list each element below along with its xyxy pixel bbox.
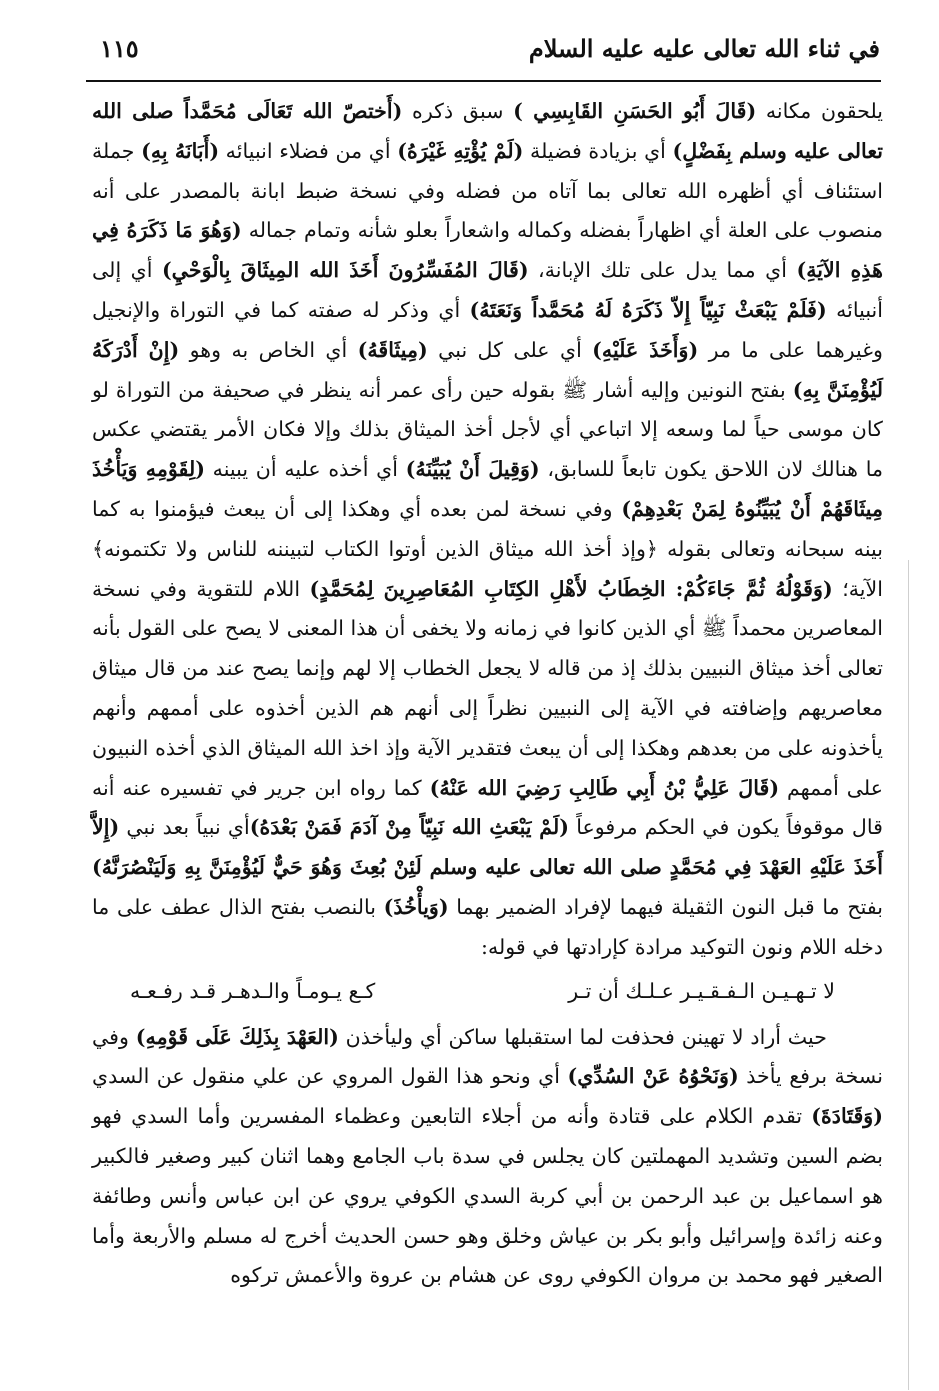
quoted-matn-bold: (وَيأْخُذَ) [383, 894, 449, 919]
text-run: أي مما يدل على تلك الإبانة، [528, 258, 797, 283]
quoted-matn-bold: (وَقَتَادَةَ) [811, 1104, 883, 1129]
body-text [92, 92, 883, 1296]
text-run: بفتح ما قبل النون الثقيلة فيهما لإفراد الضمير بهما [448, 894, 883, 919]
text-run: بالنصب بفتح الذال عطف على ما دخله اللام ونون التوكيد مرادة كإرادتها في قوله: [92, 894, 883, 959]
quoted-matn-bold: (قَالَ عَلِيُّ بْنُ أَبِي طَالِبِ رَضِيَ الله عَنْهُ) [429, 775, 780, 800]
text-run: وفي نسخة برفع يأخذ [92, 1024, 883, 1089]
quoted-matn-bold: (وَأَخَذَ عَلَيْهِ) [592, 337, 699, 362]
text-run: أي ونحو هذا القول المروي عن علي منقول عن السدي [92, 1064, 568, 1089]
text-run: بفتح النونين وإليه أشار ﷺ بقوله حين رأى عمر أنه ينظر في صحيفة من التوراة لو كان موسى حياً لما وسعه إلا اتباعي أي لأجل أخذ الميثاق بذلك وإلا فكان الأمر يقتضي عكس ما هنالك لان اللاحق يكون تابعاً للسابق، [92, 377, 884, 482]
text-run: أي من فضلاء انبيائه [219, 138, 398, 163]
quoted-matn-bold: (وَقِيلَ أَنْ يُبَيِّنَهُ) [405, 457, 540, 482]
quoted-matn-bold: (أَبَانَهُ بِهِ) [141, 138, 220, 163]
quoted-matn-bold: (إِنْ أَدْرَكَهُ لَيُؤْمِنَنَّ بِهِ) [92, 337, 883, 402]
quoted-matn-bold: (العَهْدَ بِذَلِكَ عَلَى قَوْمِهِ) [135, 1024, 339, 1049]
quoted-matn-bold: (لَمْ يَبْعَثِ الله نَبِيّاً مِنْ آدَمَ فَمَنْ بَعْدَهُ) [249, 815, 570, 840]
quoted-matn-bold: (أَختصّ الله تَعَالَى مُحَمَّداً صلى الله تعالى عليه وسلم بِفَضْلٍ) [92, 99, 883, 163]
text-run: أي الخاص به وهو [179, 337, 358, 362]
poetry-verse [92, 970, 883, 1012]
quoted-matn-bold: (إِلاَّ أَخَذَ عَلَيْهِ العَهْدَ فِي مُحَمَّدٍ صلى الله تعالى عليه وسلم لَئِنْ بُعِثَ وَهُوَ حَيٌّ لَيُؤْمِنَنَّ بِهِ وَلَيَنْصُرَنَّهُ) [92, 815, 883, 880]
text-run: تقدم الكلام على قتادة وأنه من أجلاء التابعين وعظماء المفسرين وأما السدي فهو بضم السين وتشديد المهملتين كان يجلس في سدة باب الجامع وهما اثنان كبير وصغير فالكبير هو اسماعيل بن عبد الرحمن بن أبي كربة السدي الكوفي يروي عن ابن عباس وأنس وطائفة وعنه زائدة وإسرائيل وأبو بكر بن عياش وخلق وهو حسن الحديث أخرج له مسلم والأربعة وأما الصغير فهو محمد بن مروان الكوفي روى عن هشام بن عروة والأعمش تركوه [92, 1104, 883, 1288]
verse-hemistich-first: لا تـهـيـن الـفـقـيـر عـلـك أن تـر [568, 978, 835, 1003]
verse-hemistich-second: كـع يـومـاً والـدهـر قـد رفـعـه [130, 978, 376, 1003]
text-run: أي نبياً بعد نبي [119, 815, 250, 840]
quoted-matn-bold: (مِيثَاقَهُ) [357, 337, 428, 362]
text-run: وفي نسخة لمن بعده أي وهكذا إلى أن يبعث فيؤمنوا به كما بينه سبحانه وتعالى بقوله ﴿وإذ أخذ الله ميثاق الذين أوتوا الكتاب لتبيننه للناس ولا تكتمونه﴾ الآية؛ [92, 496, 883, 601]
text-run: أي بزيادة فضيلة [523, 138, 673, 163]
quoted-matn-bold: (قَالَ أَبُو الحَسَنِ القَابِسِي ) [513, 99, 757, 123]
quoted-matn-bold: (فَلَمْ يَبْعَثْ نَبِيّاً إِلاّ ذَكَرَهُ لَهُ مُحَمَّداً وَنَعَتَهُ) [469, 297, 827, 322]
text-run: يلحقون مكانه [756, 99, 883, 123]
paragraph-commentary-2 [92, 1018, 883, 1297]
quoted-matn-bold: (وَهُوَ مَا ذَكَرَهُ فِي هَذِهِ الآيَةِ) [92, 218, 883, 283]
text-run: جملة استئناف أي أظهره الله تعالى بما آتاه من فضله وفي نسخة ضبط ابانة بالمصدر على أنه منصوب على العلة أي اظهاراً بفضله وكماله واشعاراً بعلو شأنه وتمام جماله [92, 138, 883, 243]
text-run: حيث أراد لا تهينن فحذفت لما استقبلها ساكن أي وليأخذن [338, 1024, 827, 1049]
text-run: أي على كل نبي [427, 337, 593, 362]
paragraph-commentary-1 [92, 92, 883, 968]
quoted-matn-bold: (وَقَوْلُهُ ثُمَّ جَاءَكُمْ: الخِطَابُ لأَهْلِ الكِتَابِ المُعَاصِرِينَ لِمُحَمَّدٍ) [309, 576, 833, 601]
text-run: كما رواه ابن جرير في تفسيره عنه أنه قال موقوفاً يكون في الحكم مرفوعاً [92, 775, 883, 840]
text-run: أي إلى أنبيائه [92, 258, 883, 322]
quoted-matn-bold: (لَمْ يُؤْتِهِ غَيْرَهُ) [397, 138, 524, 163]
quoted-matn-bold: (قَالَ المُفَسِّرُونَ أَخَذَ الله المِيثَاقَ بِالْوَحْيِ) [161, 258, 529, 283]
page-number: ١١٥ [100, 34, 139, 63]
page-header [100, 30, 880, 78]
text-run: أي وذكر له صفته كما في التوراة والإنجيل وغيرهما على ما مر [92, 297, 883, 362]
text-run: اللام للتقوية وفي نسخة المعاصرين محمداً ﷺ أي الذين كانوا في زمانه ولا يخفى أن هذا المعنى لا يصح على القول بأنه تعالى أخذ ميثاق النبيين بذلك إذ من قاله لا يجعل الخطاب إلا لهم وإنما يصح عند من قال ميثاق معاصريهم وإضافته في الآية إلى النبيين نظراً إلى أنهم هم الذين أخذوه على أممهم وأنهم يأخذونه على من بعدهم وهكذا إلى أن يبعث فتقدير الآية وإذ اخذ الله الميثاق الذي أخذه النبيون على أممهم [92, 576, 883, 800]
running-header-title: في ثناء الله تعالى عليه عليه السلام [528, 34, 880, 63]
text-run: أي أخذه عليه أن يبينه [204, 457, 406, 482]
margin-rule [908, 560, 909, 1390]
header-rule [86, 80, 881, 82]
text-run: سبق ذكره [402, 99, 514, 123]
quoted-matn-bold: (لِقَوْمِهِ وَيَأْخُذَ مِيثَاقَهُمْ أَنْ يُبَيِّنُوهُ لِمَنْ بَعْدِهِمْ) [92, 457, 883, 521]
quoted-matn-bold: (وَنَحْوُهُ عَنْ السُدِّي) [567, 1064, 739, 1089]
